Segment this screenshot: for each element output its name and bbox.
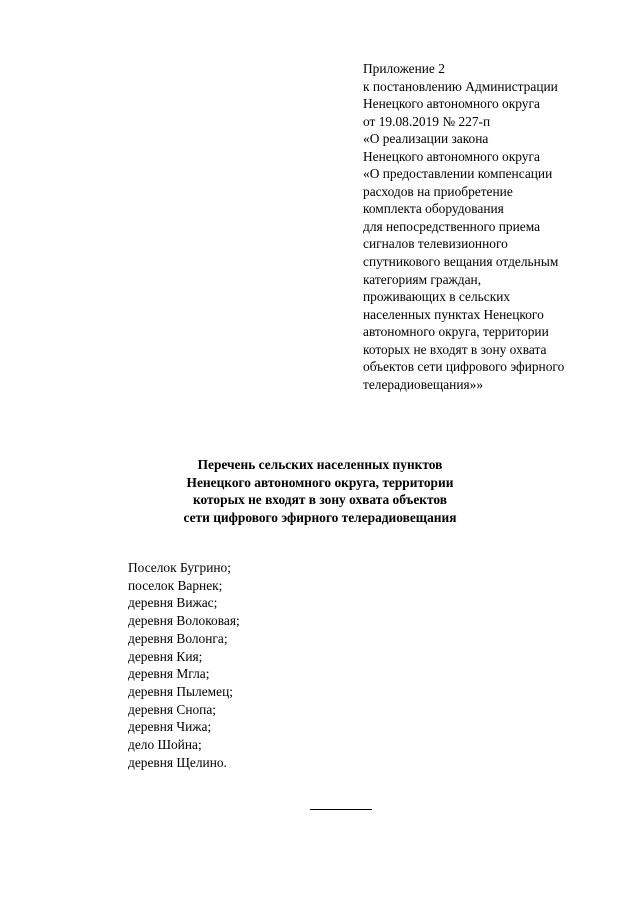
list-item: деревня Щелино. xyxy=(128,754,227,770)
appendix-line: комплекта оборудования xyxy=(363,201,504,217)
appendix-line: автономного округа, территории xyxy=(363,324,549,340)
appendix-line: проживающих в сельских xyxy=(363,289,511,305)
appendix-line: «О предоставлении компенсации xyxy=(363,166,553,182)
appendix-line: спутникового вещания отдельным xyxy=(363,254,559,270)
settlement-list xyxy=(128,559,240,771)
appendix-line: «О реализации закона xyxy=(363,131,489,147)
appendix-line: Приложение 2 xyxy=(363,61,445,76)
appendix-line: категориям граждан, xyxy=(363,271,482,287)
title-line: Перечень сельских населенных пунктов xyxy=(197,457,443,472)
list-item: деревня Снопа; xyxy=(128,701,217,717)
appendix-line: телерадиовещания»» xyxy=(363,376,484,392)
document-title xyxy=(0,456,640,526)
appendix-block xyxy=(363,60,633,393)
appendix-line: расходов на приобретение xyxy=(363,183,513,199)
title-line: сети цифрового эфирного телерадиовещания xyxy=(183,509,457,525)
list-item: деревня Волонга; xyxy=(128,630,228,646)
appendix-line: Ненецкого автономного округа xyxy=(363,148,540,164)
appendix-line: сигналов телевизионного xyxy=(363,236,508,252)
appendix-line: от 19.08.2019 № 227-п xyxy=(363,113,491,129)
title-line: которых не входят в зону охвата объектов xyxy=(192,492,448,508)
list-item: деревня Мгла; xyxy=(128,666,210,682)
list-item: деревня Кия; xyxy=(128,648,203,664)
list-item: деревня Чижа; xyxy=(128,719,212,735)
appendix-line: Ненецкого автономного округа xyxy=(363,96,540,112)
list-item: Поселок Бугрино; xyxy=(128,560,231,575)
appendix-line: для непосредственного приема xyxy=(363,218,541,234)
closing-divider xyxy=(310,809,372,810)
list-item: деревня Пылемец; xyxy=(128,683,233,699)
appendix-line: к постановлению Администрации xyxy=(363,78,558,94)
appendix-line: которых не входят в зону охвата xyxy=(363,341,547,357)
list-item: дело Шойна; xyxy=(128,737,202,753)
title-line: Ненецкого автономного округа, территории xyxy=(186,474,454,490)
appendix-line: объектов сети цифрового эфирного xyxy=(363,359,565,375)
appendix-line: населенных пунктах Ненецкого xyxy=(363,306,544,322)
list-item: деревня Волоковая; xyxy=(128,613,240,629)
list-item: поселок Варнек; xyxy=(128,577,223,593)
list-item: деревня Вижас; xyxy=(128,595,218,611)
